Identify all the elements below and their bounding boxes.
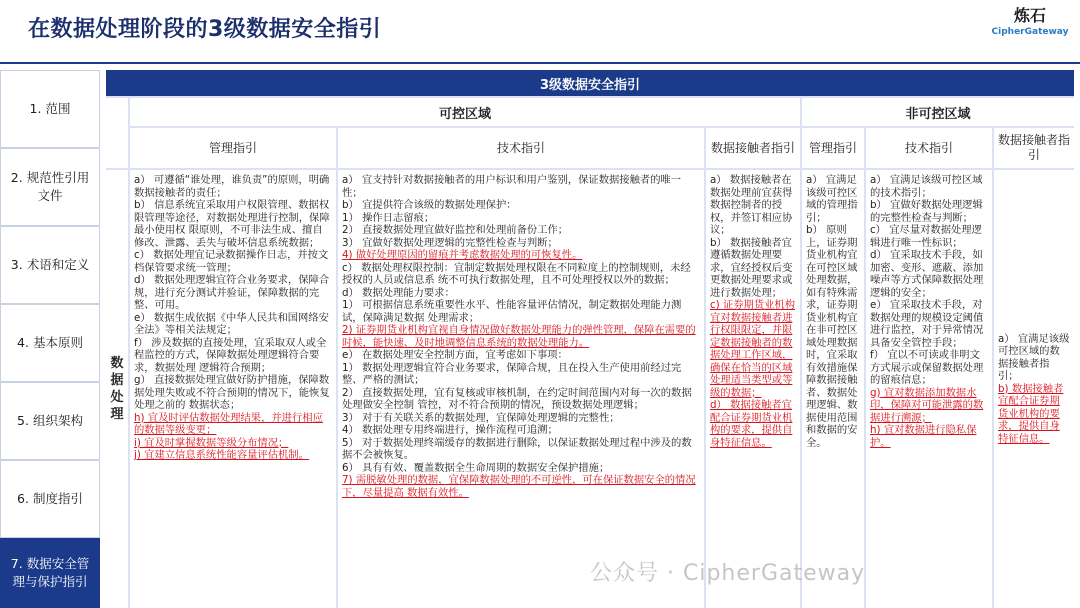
sidebar-item-policy[interactable]: 6. 制度指引: [0, 460, 100, 538]
guideline-item: b） 宜提供符合该级的数据处理保护：: [342, 199, 517, 211]
guideline-item: a） 宜满足该级可控区域的技术指引；: [870, 174, 983, 199]
guideline-item: i) 宜及时掌握数据等级分布情况；: [134, 436, 289, 449]
guideline-item: f） 涉及数据的直接处理，宜采取双人或全程监控的方式，保障数据处理逻辑符合要求，数据处理 逻辑符合预期；: [134, 336, 327, 374]
controlled-area-header: 可控区域: [130, 98, 800, 126]
guideline-item: d） 宜采取技术手段，如加密、变形、遮蔽、添加噪声等方式保障数据处理逻辑的安全；: [870, 249, 984, 299]
guideline-item: b） 宜做好数据处理逻辑的完整性检查与判断；: [870, 199, 983, 224]
sidebar-item-organization[interactable]: 5. 组织架构: [0, 382, 100, 460]
guideline-item: d） 数据接触者宜配合证券期货业机构的要求，提供自身特征信息。: [710, 399, 793, 449]
guideline-item: 6） 具有有效、覆盖数据全生命周期的数据安全保护措施；: [342, 461, 610, 474]
guideline-item: c) 证券期货业机构宜对数据接触者进行权限限定，并限定数据接触者的数据处理工作区域，确保在恰当的区域处理适当类型或等级的数据；: [710, 299, 796, 399]
page-title: 在数据处理阶段的3级数据安全指引: [28, 17, 382, 42]
guideline-item: a） 宜支持针对数据接触者的用户标识和用户鉴别，保证数据接触者的唯一性；: [342, 174, 682, 199]
guideline-item: g） 直接数据处理宜做好防护措施，保障数据处理失败或不符合预期的情况下，能恢复处理之前的 数据状态；: [134, 374, 330, 411]
table-title: 3级数据安全指引: [106, 70, 1074, 96]
guideline-item: j) 宜建立信息系统性能容量评估机制。: [134, 449, 309, 461]
cell-controlled-technical: [338, 170, 704, 608]
col-header-management: 管理指引: [130, 128, 336, 168]
cell-uncontrolled-contact: [994, 170, 1074, 608]
col-header-technical: 技术指引: [338, 128, 704, 168]
guideline-item: 1） 数据处理逻辑宜符合业务要求，保障合规，且在投入生产使用前经过完整、严格的测试；: [342, 361, 682, 386]
sidebar-nav: [0, 70, 101, 608]
guideline-item: c） 宜尽量对数据处理逻辑进行唯一性标识；: [870, 224, 982, 249]
guideline-item: 4) 做好处理原因的留痕并考虑数据处理的可恢复性。: [342, 249, 583, 261]
col-header-contact: 数据接触者指引: [706, 128, 800, 168]
guideline-item: e） 数据生成依据《中华人民共和国网络安全法》等相关法规定；: [134, 311, 329, 336]
guideline-item: a） 数据接触者在数据处理前宜获得数据控制者的授权，并签订相应协议；: [710, 174, 793, 236]
guideline-item: 7) 需脱敏处理的数据，宜保障数据处理的不可逆性，可在保证数据安全的情况下，尽量提高 数据有效性。: [342, 474, 696, 499]
col-header-management-2: 管理指引: [802, 128, 864, 168]
col-header-technical-2: 技术指引: [866, 128, 992, 168]
guideline-item: h) 宜对数据进行隐私保护。: [870, 424, 977, 449]
guideline-item: c） 数据处理权限控制：宜制定数据处理权限在不同粒度上的控制规则，未经授权的人员或信息系 统不可执行数据处理，且不可处理授权以外的数据；: [342, 261, 691, 286]
guideline-item: 2） 直接数据处理宜做好监控和处理前备份工作；: [342, 224, 569, 236]
guideline-item: a） 宜满足该级可控区域的管理指引；: [806, 174, 858, 224]
guideline-item: b） 数据接触者宜遵循数据处理要求，宜经授权后变更数据处理要求或进行数据处理；: [710, 236, 793, 299]
sidebar-item-terms[interactable]: 3. 术语和定义: [0, 226, 100, 304]
sidebar-item-principles[interactable]: 4. 基本原则: [0, 304, 100, 382]
guideline-item: f） 宜以不可读或非明文方式展示或保留数据处理的留痕信息；: [870, 349, 984, 386]
cell-uncontrolled-technical: [866, 170, 992, 608]
guideline-table: [106, 70, 1074, 608]
guideline-item: a） 宜满足该级可控区域的数据接触者指引；: [998, 332, 1070, 383]
uncontrolled-area-header: 非可控区域: [802, 98, 1074, 126]
guideline-item: g) 宜对数据添加数据水印，保障对可能泄露的数据进行溯源；: [870, 386, 984, 424]
cell-uncontrolled-management: [802, 170, 864, 608]
cell-controlled-management: [130, 170, 336, 608]
col-header-contact-2: 数据接触者指引: [994, 128, 1074, 168]
guideline-item: b） 原则上，证券期货业机构宜在可控区域处理数据，如有特殊需求，证券期货业机构宜在非可控区域处理数据时，宜采取有效措施保障数据接触者、数据处理逻辑、数据使用范围和数据的安全。: [806, 224, 858, 449]
watermark-text: 公众号 · CipherGateway: [590, 561, 866, 586]
guideline-item: d） 数据处理逻辑宜符合业务要求，保障合规，进行充分测试并验证，保障数据的完整、可用。: [134, 274, 330, 311]
cell-controlled-contact: [706, 170, 800, 608]
row-label-data-processing: 数据处理: [106, 170, 128, 608]
guideline-item: b） 信息系统宜采取用户权限管理、数据权限管理等途径，对数据处理进行控制，保障最小使用权 限原则，不可非法生成、擅自修改、泄露、丢失与破坏信息系统数据；: [134, 199, 330, 249]
guideline-item: e） 在数据处理安全控制方面，宜考虑如下事项：: [342, 349, 568, 361]
guideline-item: 4） 数据处理专用终端进行，操作流程可追溯；: [342, 424, 558, 436]
guideline-item: d） 数据处理能力要求：: [342, 286, 455, 299]
guideline-item: 2) 证券期货业机构宜视自身情况做好数据处理能力的弹性管理，保障在需要的时候，能快速、及时地调整信息系统的数据处理能力。: [342, 324, 696, 349]
guideline-item: 3） 对于有关联关系的数据处理，宜保障处理逻辑的完整性；: [342, 411, 620, 424]
guideline-item: c） 数据处理宜记录数据操作日志，并按文档保管要求统一管理；: [134, 249, 329, 274]
guideline-item: h) 宜及时评估数据处理结果，并进行相应的数据等级变更；: [134, 411, 323, 436]
company-logo: [990, 6, 1070, 46]
logo-chinese-text: 炼石: [1013, 6, 1046, 25]
sidebar-item-data-security[interactable]: 7. 数据安全管理与保护指引: [0, 538, 100, 608]
guideline-item: b) 数据接触者宜配合证券期货业机构的要求，提供自身特征信息。: [998, 382, 1064, 445]
guideline-item: 1） 可根据信息系统重要性水平、性能容量评估情况，制定数据处理能力测试，保障满足数据 处理需求；: [342, 299, 682, 324]
guideline-item: a） 可遵循“谁处理，谁负责”的原则，明确数据接触者的责任；: [134, 174, 330, 199]
guideline-item: 1） 操作日志留痕；: [342, 211, 435, 224]
guideline-item: 2） 直接数据处理，宜有复核或审核机制，在约定时间范围内对每一次的数据处理做安全控制 管控，对不符合预期的情况，预设数据处理逻辑；: [342, 386, 692, 411]
corner-cell: [106, 98, 128, 168]
logo-english-text: CipherGateway: [991, 27, 1069, 37]
sidebar-item-normative-references[interactable]: 2. 规范性引用文件: [0, 148, 100, 226]
guideline-item: 3） 宜做好数据处理逻辑的完整性检查与判断；: [342, 236, 558, 249]
title-divider: [0, 62, 1080, 64]
guideline-item: e） 宜采取技术手段，对数据处理的规模设定阈值进行监控，对于异常情况具备安全管控手段；: [870, 299, 984, 349]
sidebar-item-scope[interactable]: 1. 范围: [0, 70, 100, 148]
guideline-item: 5） 对于数据处理终端缓存的数据进行删除，以保证数据处理过程中涉及的数据不会被恢复。: [342, 436, 692, 461]
